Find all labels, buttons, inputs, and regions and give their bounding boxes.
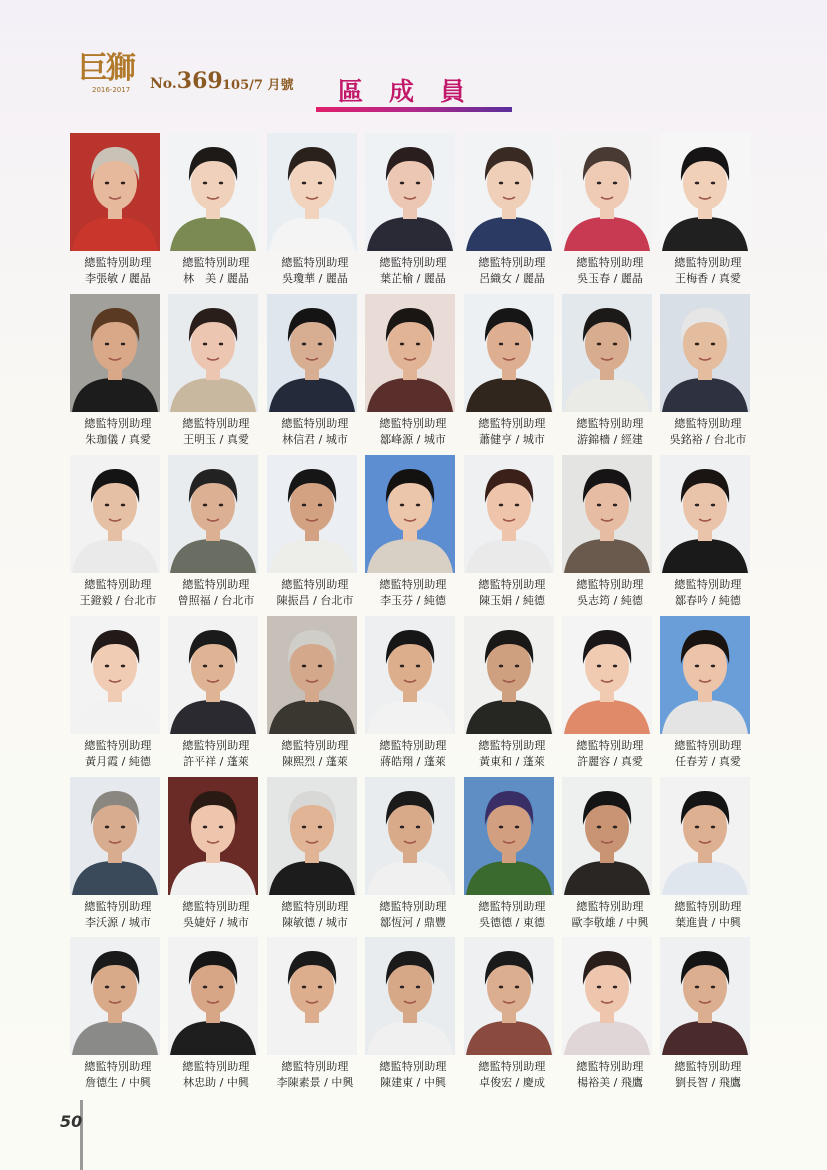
member-name-club: 鄒春吟 / 純德	[675, 594, 741, 607]
member-photo	[70, 616, 160, 734]
member-role: 總監特別助理	[281, 256, 349, 269]
member-name-club: 鄒峰源 / 城市	[380, 433, 446, 446]
member-role: 總監特別助理	[576, 417, 644, 430]
member-role: 總監特別助理	[576, 256, 644, 269]
member-photo	[168, 455, 258, 573]
member-name-club: 吳玉春 / 麗晶	[577, 272, 643, 285]
member-role: 總監特別助理	[478, 900, 546, 913]
member-photo	[562, 294, 652, 412]
member-photo	[660, 133, 750, 251]
member-photo	[464, 616, 554, 734]
member-photo	[70, 294, 160, 412]
member-photo	[365, 777, 455, 895]
member-name-club: 李沃源 / 城市	[85, 916, 151, 929]
member-card	[267, 616, 357, 772]
member-role: 總監特別助理	[674, 578, 742, 591]
member-card	[464, 133, 554, 289]
member-card	[168, 133, 258, 289]
member-card	[464, 777, 554, 933]
member-card	[562, 294, 652, 450]
member-role: 總監特別助理	[379, 900, 447, 913]
member-card	[562, 616, 652, 772]
member-card	[660, 937, 750, 1093]
member-photo	[660, 937, 750, 1055]
member-name-club: 王梅香 / 真愛	[675, 272, 741, 285]
member-name-club: 陳振昌 / 台北市	[276, 594, 354, 607]
page-number: 50	[60, 1112, 83, 1131]
section-title-underline	[316, 107, 512, 112]
member-card	[267, 937, 357, 1093]
member-photo	[464, 133, 554, 251]
issue-prefix: No.	[150, 76, 177, 92]
member-card	[70, 133, 160, 289]
member-card	[660, 777, 750, 933]
member-role: 總監特別助理	[281, 900, 349, 913]
member-card	[365, 616, 455, 772]
member-photo	[267, 133, 357, 251]
member-photo	[267, 937, 357, 1055]
member-photo	[464, 294, 554, 412]
member-role: 總監特別助理	[379, 578, 447, 591]
member-name-club: 李陳素景 / 中興	[276, 1076, 354, 1089]
member-role: 總監特別助理	[182, 417, 250, 430]
member-role: 總監特別助理	[478, 1060, 546, 1073]
member-photo	[168, 294, 258, 412]
member-role: 總監特別助理	[674, 739, 742, 752]
member-name-club: 吳婕妤 / 城市	[183, 916, 249, 929]
member-card	[267, 133, 357, 289]
member-name-club: 林 美 / 麗晶	[183, 272, 249, 285]
issue-number-value: 369	[176, 68, 223, 94]
member-role: 總監特別助理	[379, 739, 447, 752]
member-card	[168, 455, 258, 611]
member-name-club: 陳熙烈 / 蓬萊	[282, 755, 348, 768]
member-photo	[70, 133, 160, 251]
member-name-club: 黃月霞 / 純德	[85, 755, 151, 768]
page-number-divider	[80, 1100, 83, 1170]
member-card	[70, 937, 160, 1093]
member-card	[660, 455, 750, 611]
member-name-club: 王鐙毅 / 台北市	[79, 594, 157, 607]
member-card	[365, 133, 455, 289]
member-name-club: 蔣皓翔 / 蓬萊	[380, 755, 446, 768]
member-photo	[168, 937, 258, 1055]
member-card	[168, 777, 258, 933]
member-photo	[365, 455, 455, 573]
member-role: 總監特別助理	[379, 1060, 447, 1073]
member-photo	[562, 133, 652, 251]
member-card	[464, 937, 554, 1093]
member-card	[70, 616, 160, 772]
magazine-logo-years: 2016-2017	[92, 86, 131, 94]
member-photo	[464, 455, 554, 573]
member-name-club: 許平祥 / 蓬萊	[183, 755, 249, 768]
member-photo	[168, 133, 258, 251]
member-card	[464, 294, 554, 450]
member-role: 總監特別助理	[674, 256, 742, 269]
member-name-club: 黃東和 / 蓬萊	[479, 755, 545, 768]
member-card	[365, 777, 455, 933]
member-name-club: 楊裕美 / 飛鷹	[577, 1076, 643, 1089]
member-card	[168, 616, 258, 772]
member-name-club: 李玉芬 / 純德	[380, 594, 446, 607]
member-card	[365, 937, 455, 1093]
member-name-club: 任春芳 / 真愛	[675, 755, 741, 768]
section-title: 區成員	[338, 77, 492, 106]
member-photo	[562, 455, 652, 573]
member-card	[70, 294, 160, 450]
member-photo	[660, 455, 750, 573]
member-role: 總監特別助理	[84, 900, 152, 913]
member-role: 總監特別助理	[478, 417, 546, 430]
magazine-logo: 巨獅	[78, 51, 134, 86]
member-role: 總監特別助理	[182, 739, 250, 752]
member-photo	[267, 616, 357, 734]
member-grid	[70, 133, 760, 1093]
member-name-club: 蕭健亨 / 城市	[479, 433, 545, 446]
member-name-club: 陳敏德 / 城市	[282, 916, 348, 929]
member-name-club: 吳銘裕 / 台北市	[669, 433, 747, 446]
member-photo	[70, 455, 160, 573]
member-card	[267, 455, 357, 611]
member-photo	[365, 133, 455, 251]
member-name-club: 葉進貴 / 中興	[675, 916, 741, 929]
member-role: 總監特別助理	[379, 256, 447, 269]
member-role: 總監特別助理	[576, 900, 644, 913]
member-card	[660, 294, 750, 450]
member-name-club: 吳德德 / 東德	[479, 916, 545, 929]
member-name-club: 詹德生 / 中興	[85, 1076, 151, 1089]
member-role: 總監特別助理	[84, 256, 152, 269]
member-name-club: 王明玉 / 真愛	[183, 433, 249, 446]
member-role: 總監特別助理	[576, 739, 644, 752]
member-photo	[267, 777, 357, 895]
member-name-club: 林忠助 / 中興	[183, 1076, 249, 1089]
member-card	[562, 937, 652, 1093]
member-photo	[365, 294, 455, 412]
member-card	[168, 937, 258, 1093]
member-role: 總監特別助理	[478, 578, 546, 591]
member-name-club: 卓俊宏 / 慶成	[479, 1076, 545, 1089]
member-role: 總監特別助理	[84, 417, 152, 430]
member-role: 總監特別助理	[281, 578, 349, 591]
member-role: 總監特別助理	[379, 417, 447, 430]
member-card	[562, 133, 652, 289]
member-photo	[70, 777, 160, 895]
member-role: 總監特別助理	[84, 578, 152, 591]
member-photo	[168, 616, 258, 734]
member-card	[464, 455, 554, 611]
member-photo	[267, 455, 357, 573]
member-role: 總監特別助理	[576, 1060, 644, 1073]
member-name-club: 陳玉娟 / 純德	[479, 594, 545, 607]
member-role: 總監特別助理	[674, 1060, 742, 1073]
member-card	[562, 777, 652, 933]
member-photo	[660, 777, 750, 895]
member-card	[70, 455, 160, 611]
member-photo	[365, 937, 455, 1055]
member-name-club: 葉芷榆 / 麗晶	[380, 272, 446, 285]
member-photo	[562, 777, 652, 895]
member-name-club: 游錦檣 / 經建	[577, 433, 643, 446]
member-photo	[70, 937, 160, 1055]
member-role: 總監特別助理	[182, 1060, 250, 1073]
member-photo	[267, 294, 357, 412]
member-role: 總監特別助理	[182, 578, 250, 591]
member-name-club: 吳志筠 / 純德	[577, 594, 643, 607]
member-photo	[562, 937, 652, 1055]
member-role: 總監特別助理	[84, 1060, 152, 1073]
member-role: 總監特別助理	[281, 417, 349, 430]
member-name-club: 許麗容 / 真愛	[577, 755, 643, 768]
member-photo	[660, 616, 750, 734]
member-role: 總監特別助理	[576, 578, 644, 591]
member-role: 總監特別助理	[182, 256, 250, 269]
member-photo	[464, 937, 554, 1055]
member-card	[70, 777, 160, 933]
member-role: 總監特別助理	[182, 900, 250, 913]
member-name-club: 鄒恆河 / 鼎豐	[380, 916, 446, 929]
member-photo	[660, 294, 750, 412]
member-role: 總監特別助理	[281, 1060, 349, 1073]
member-card	[365, 455, 455, 611]
member-name-club: 曾照福 / 台北市	[177, 594, 255, 607]
page-header	[0, 0, 827, 120]
member-card	[365, 294, 455, 450]
member-name-club: 陳建東 / 中興	[380, 1076, 446, 1089]
member-card	[562, 455, 652, 611]
member-card	[464, 616, 554, 772]
member-role: 總監特別助理	[84, 739, 152, 752]
member-name-club: 劉長智 / 飛鷹	[675, 1076, 741, 1089]
member-name-club: 吳瓊華 / 麗晶	[282, 272, 348, 285]
member-card	[660, 133, 750, 289]
member-role: 總監特別助理	[281, 739, 349, 752]
member-photo	[562, 616, 652, 734]
member-role: 總監特別助理	[674, 417, 742, 430]
member-photo	[365, 616, 455, 734]
issue-date: 105/7 月號	[222, 78, 294, 93]
member-role: 總監特別助理	[478, 739, 546, 752]
member-card	[660, 616, 750, 772]
member-name-club: 李張敏 / 麗晶	[85, 272, 151, 285]
member-photo	[464, 777, 554, 895]
member-role: 總監特別助理	[478, 256, 546, 269]
member-card	[168, 294, 258, 450]
member-card	[267, 294, 357, 450]
issue-number	[150, 68, 223, 94]
member-photo	[168, 777, 258, 895]
member-name-club: 歐李敬雄 / 中興	[571, 916, 649, 929]
member-name-club: 林信君 / 城市	[282, 433, 348, 446]
member-card	[267, 777, 357, 933]
member-name-club: 朱珈儀 / 真愛	[85, 433, 151, 446]
member-name-club: 呂織女 / 麗晶	[479, 272, 545, 285]
member-role: 總監特別助理	[674, 900, 742, 913]
